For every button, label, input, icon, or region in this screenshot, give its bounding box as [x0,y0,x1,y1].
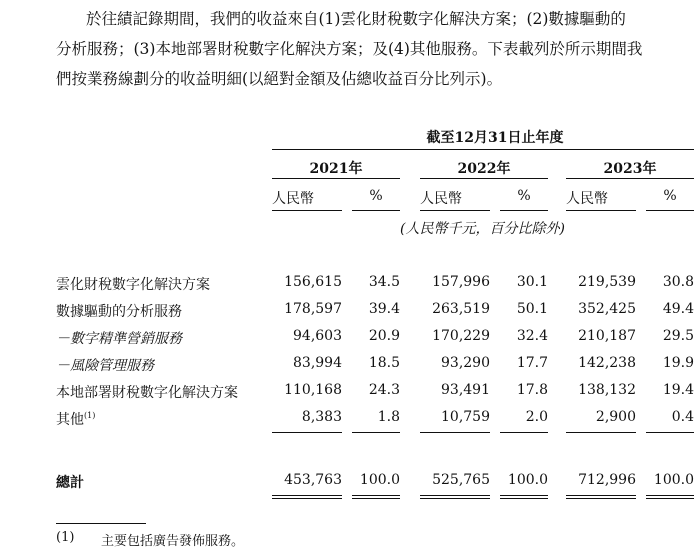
row-value: 2,900 [595,409,636,425]
row-label: －風險管理服務 [56,358,154,374]
year-2022-rule [420,178,548,179]
row-label: －數字精準營銷服務 [56,331,182,347]
row-value: 39.4 [368,301,400,317]
row-label-text: 其他 [56,412,84,428]
year-2022: 2022年 [457,161,511,177]
period-rule [272,149,694,150]
row-value: 0.4 [671,409,694,425]
total-value: 712,996 [578,472,636,488]
col-rmb-2023: 人民幣 [566,191,608,207]
row-label-others [56,409,95,429]
row-value: 93,290 [441,355,490,371]
row-label: 雲化財稅數字化解決方案 [56,277,210,293]
row-label: 本地部署財稅數字化解決方案 [56,385,238,401]
unit-note: (人民幣千元，百分比除外) [400,221,565,237]
row-value: 170,229 [432,328,490,344]
row-value: 50.1 [516,301,548,317]
row-value: 210,187 [578,328,636,344]
row-value: 94,603 [293,328,342,344]
year-2021-rule [272,178,400,179]
footnote-marker: (1) [84,411,96,420]
total-double-rule [272,495,342,499]
row-value: 32.4 [516,328,548,344]
row-value: 49.4 [662,301,694,317]
intro-line-2: 分析服務；(3)本地部署財稅數字化解決方案；及(4)其他服務。下表載列於所示期間我 [56,40,643,58]
year-2023: 2023年 [603,161,657,177]
subtotal-rule [566,432,636,433]
total-double-rule [352,495,400,499]
total-value: 453,763 [284,472,342,488]
row-value: 352,425 [578,301,636,317]
row-value: 17.7 [516,355,548,371]
rule-rmb-2022 [420,210,490,211]
row-value: 157,996 [432,274,490,290]
row-value: 2.0 [525,409,548,425]
total-label: 總計 [56,475,84,491]
row-value: 138,132 [578,382,636,398]
footnote-text: 主要包括廣告發佈服務。 [101,534,245,549]
subtotal-rule [646,432,694,433]
subtotal-rule [500,432,548,433]
subtotal-rule [272,432,342,433]
rule-pct-2021 [352,210,400,211]
total-value: 100.0 [359,472,400,488]
col-rmb-2022: 人民幣 [420,191,462,207]
row-value: 19.4 [662,382,694,398]
row-value: 10,759 [441,409,490,425]
row-value: 93,491 [441,382,490,398]
row-value: 83,994 [293,355,342,371]
total-double-rule [566,495,636,499]
footnote-number: (1) [56,530,75,545]
row-value: 17.8 [516,382,548,398]
row-value: 156,615 [284,274,342,290]
col-pct-2021: % [369,188,383,204]
intro-line-1: 於往績記錄期間，我們的收益來自(1)雲化財稅數字化解決方案；(2)數據驅動的 [86,10,626,28]
period-header: 截至12月31日止年度 [426,130,564,146]
row-value: 24.3 [368,382,400,398]
subtotal-rule [420,432,490,433]
row-value: 110,168 [284,382,342,398]
row-value: 30.1 [516,274,548,290]
row-value: 263,519 [432,301,490,317]
total-value: 525,765 [432,472,490,488]
rule-rmb-2023 [566,210,636,211]
col-rmb-2021: 人民幣 [272,191,314,207]
col-pct-2023: % [663,188,677,204]
row-value: 219,539 [578,274,636,290]
row-label: 數據驅動的分析服務 [56,304,182,320]
footnote-separator [56,523,146,524]
rule-rmb-2021 [272,210,342,211]
intro-line-3: 們按業務線劃分的收益明細(以絕對金額及佔總收益百分比列示)。 [56,70,503,88]
total-value: 100.0 [653,472,694,488]
year-2021: 2021年 [309,161,363,177]
total-double-rule [420,495,490,499]
row-value: 8,383 [301,409,342,425]
row-value: 29.5 [662,328,694,344]
intro-paragraph [56,4,696,94]
row-value: 1.8 [377,409,400,425]
total-value: 100.0 [507,472,548,488]
row-value: 18.5 [368,355,400,371]
rule-pct-2023 [646,210,694,211]
row-value: 142,238 [578,355,636,371]
year-2023-rule [566,178,694,179]
total-double-rule [500,495,548,499]
row-value: 19.9 [662,355,694,371]
row-value: 30.8 [662,274,694,290]
row-value: 178,597 [284,301,342,317]
subtotal-rule [352,432,400,433]
total-double-rule [646,495,694,499]
rule-pct-2022 [500,210,548,211]
col-pct-2022: % [517,188,531,204]
row-value: 20.9 [368,328,400,344]
row-value: 34.5 [368,274,400,290]
